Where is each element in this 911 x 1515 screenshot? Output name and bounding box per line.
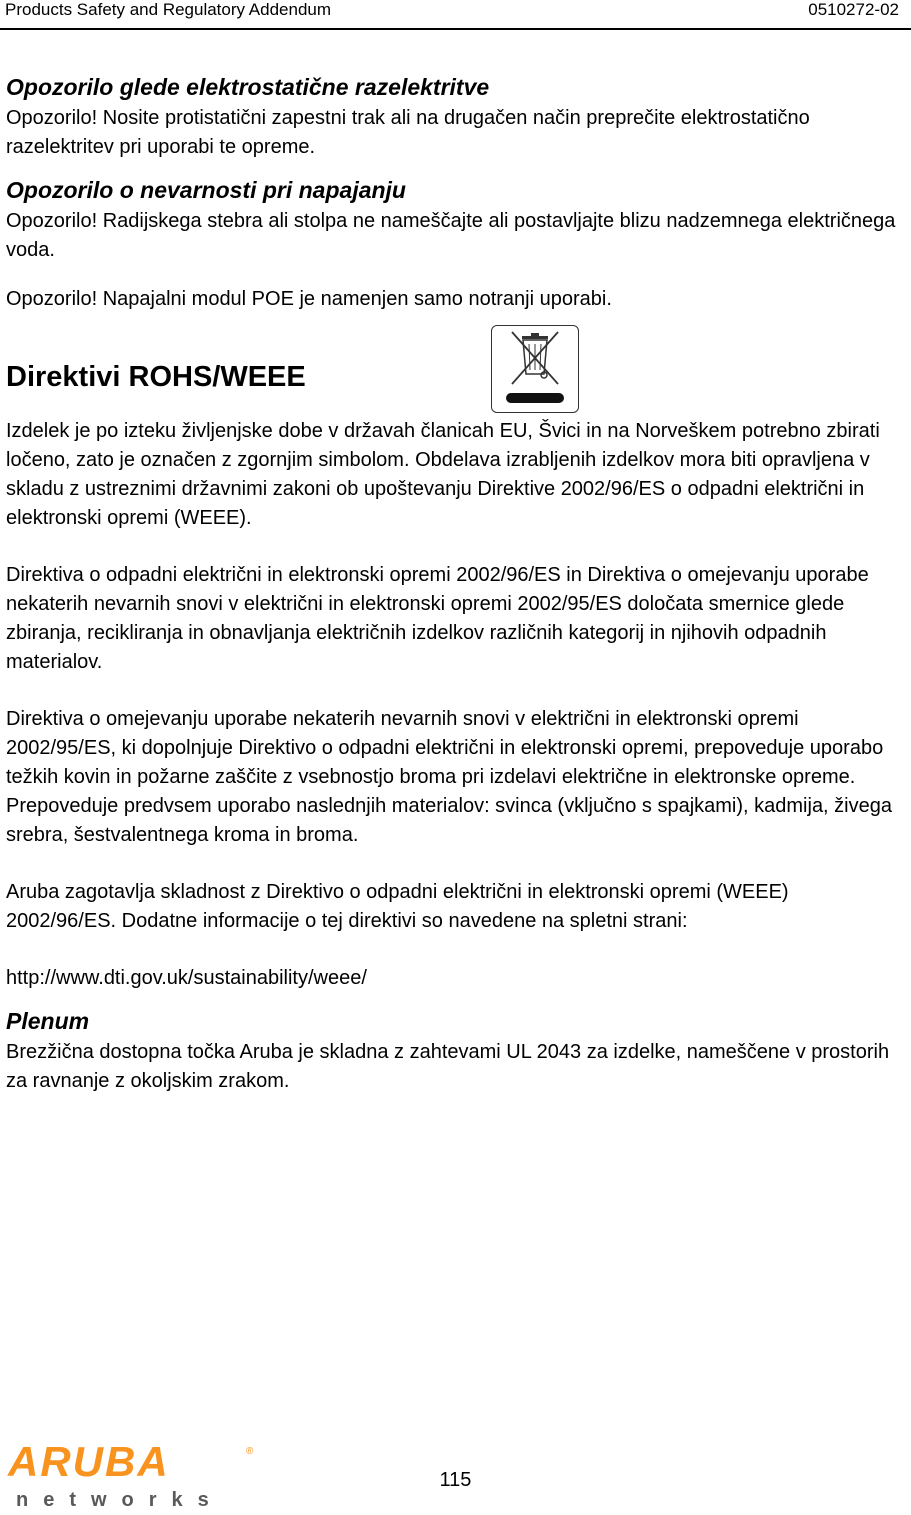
page-content bbox=[6, 70, 901, 1096]
plenum-text: Brezžična dostopna točka Aruba je skladna z zahtevami UL 2043 za izdelke, nameščene v prostorih za ravnanje z okoljskim zrakom. bbox=[6, 1041, 890, 1092]
document-title: Products Safety and Regulatory Addendum bbox=[5, 0, 332, 19]
plenum-heading: Plenum bbox=[6, 1008, 90, 1034]
rohs-paragraph-1: Izdelek je po izteku življenjske dobe v državah članicah EU, Švici in na Norveškem potrebno zbirati ločeno, zato je označen z zgornjim simbolom. Obdelava izrabljenih izdelkov mora biti opravljena v skladu z ustreznimi državnimi zakoni ob upoštevanju Direktive 2002/96/ES o odpadni električni in elektronski opremi (WEEE). bbox=[6, 420, 880, 529]
rohs-paragraph-3: Direktiva o omejevanju uporabe nekaterih nevarnih snovi v električni in elektronski opremi 2002/95/ES, ki dopolnjuje Direktivo o odpadni električni in elektronski opremi, prepoveduje uporabo težkih kovin in požarne zaščite z vsebnostjo broma pri izdelavi električne in elektronske opreme. Prepoveduje predvsem uporabo naslednjih materialov: svinca (vključno s spajkami), kadmija, živega srebra, šestvalentnega kroma in broma. bbox=[6, 708, 892, 846]
logo-wordmark: ARUBA bbox=[8, 1440, 170, 1485]
document-number: 0510272-02 bbox=[808, 0, 899, 19]
page-number: 115 bbox=[439, 1469, 472, 1491]
power-text-2: Opozorilo! Napajalni modul POE je namenjen samo notranji uporabi. bbox=[6, 288, 612, 310]
esd-text: Opozorilo! Nosite protistatični zapestni trak ali na drugačen način preprečite elektrostatično razelektritev pri uporabi te opreme. bbox=[6, 107, 810, 158]
crossed-out-wheelie-bin-icon bbox=[491, 325, 579, 413]
rohs-heading: Direktivi ROHS/WEEE bbox=[6, 361, 306, 393]
weee-link[interactable]: http://www.dti.gov.uk/sustainability/weee/ bbox=[6, 967, 367, 989]
esd-heading: Opozorilo glede elektrostatične razelektritve bbox=[6, 74, 490, 100]
page-header bbox=[0, 0, 911, 30]
rohs-heading-row bbox=[6, 325, 901, 417]
rohs-paragraph-4: Aruba zagotavlja skladnost z Direktivo o odpadni električni in elektronski opremi (WEEE) 2002/96/ES. Dodatne informacije o tej direktivi so navedene na spletni strani: bbox=[6, 881, 789, 932]
logo-subtext: networks bbox=[16, 1489, 224, 1510]
power-heading: Opozorilo o nevarnosti pri napajanju bbox=[6, 177, 406, 203]
rohs-paragraph-2: Direktiva o odpadni električni in elektronski opremi 2002/96/ES in Direktiva o omejevanju uporabe nekaterih nevarnih snovi v električni in elektronski opremi 2002/95/ES določata smernice glede zbiranja, recikliranja in obnavljanja električnih izdelkov različnih kategorij in njihovih odpadnih materialov. bbox=[6, 564, 869, 673]
svg-text:®: ® bbox=[246, 1446, 254, 1457]
power-text-1: Opozorilo! Radijskega stebra ali stolpa ne nameščajte ali postavljajte blizu nadzemnega električnega voda. bbox=[6, 210, 896, 261]
